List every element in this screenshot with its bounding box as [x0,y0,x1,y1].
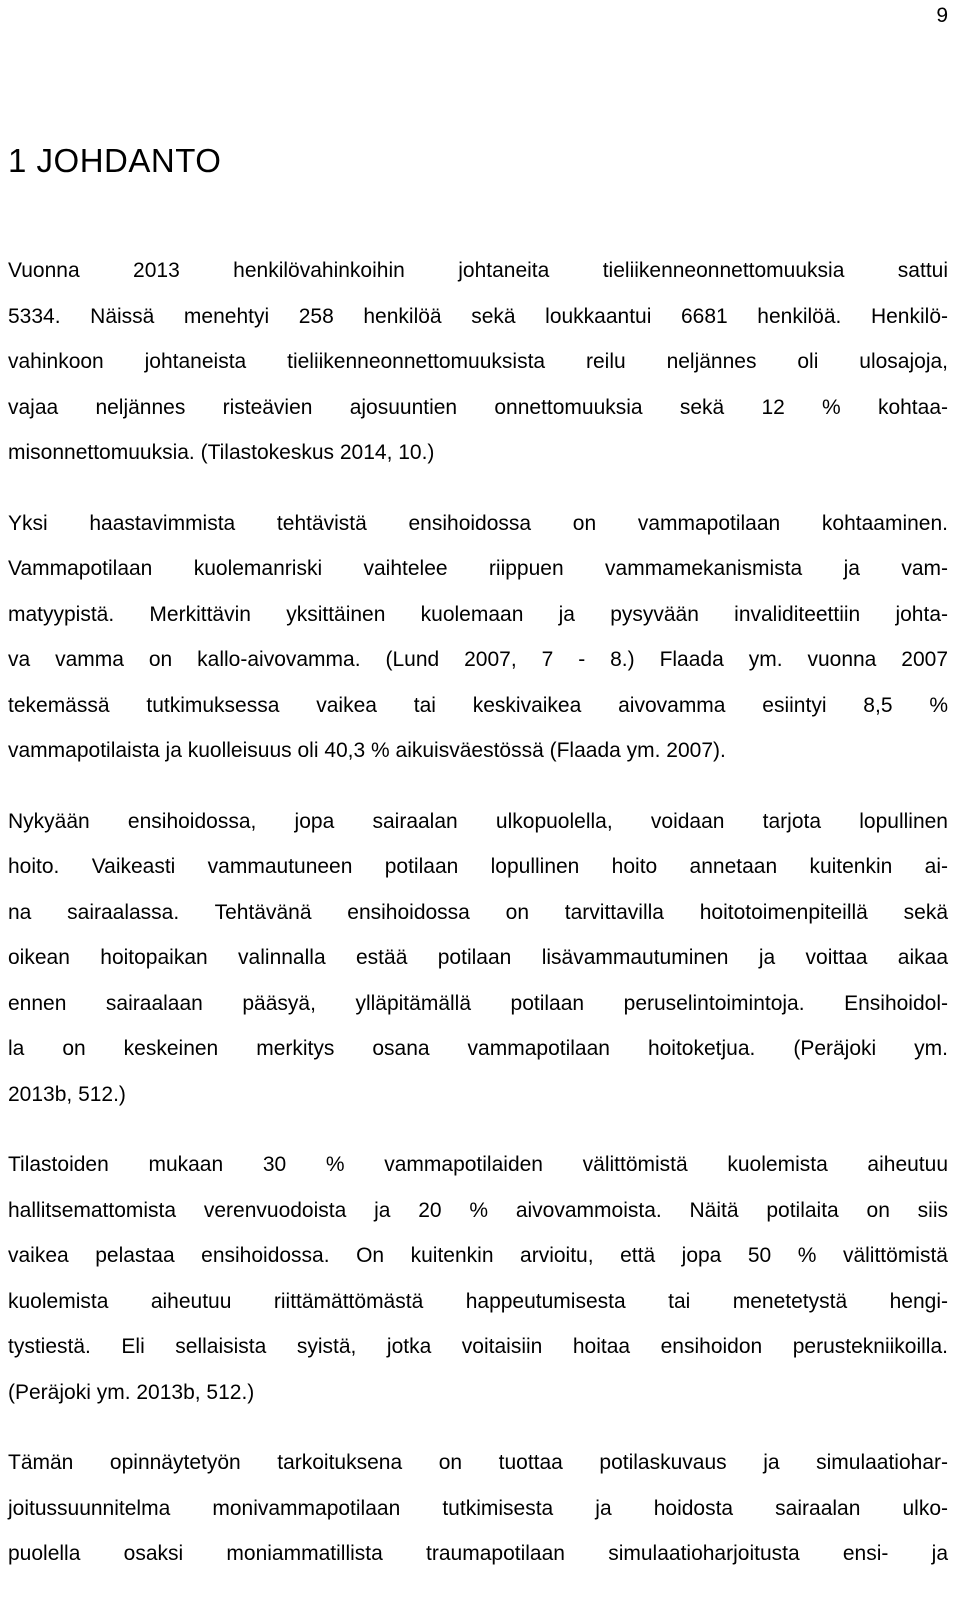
text-line: tekemässä tutkimuksessa vaikea tai keskivaikea aivovamma esiintyi 8,5 % [8,693,948,717]
text-line: hallitsemattomista verenvuodoista ja 20 % aivovammoista. Näitä potilaita on siis [8,1198,948,1222]
text-line: Vuonna 2013 henkilövahinkoihin johtaneita tieliikenneonnettomuuksia sattui [8,259,948,282]
text-line: hoito. Vaikeasti vammautuneen potilaan lopullinen hoito annetaan kuitenkin ai- [8,855,948,878]
paragraph [8,1142,948,1415]
text-line: Nykyään ensihoidossa, jopa sairaalan ulkopuolella, voidaan tarjota lopullinen [8,809,948,833]
text-line: vaikea pelastaa ensihoidossa. On kuitenkin arvioitu, että jopa 50 % välittömistä [8,1244,948,1267]
text-line: la on keskeinen merkitys osana vammapotilaan hoitoketjua. (Peräjoki ym. [8,1037,948,1060]
body-text [8,248,948,1602]
text-line: vammapotilaista ja kuolleisuus oli 40,3 % aikuisväestössä (Flaada ym. 2007). [8,739,726,762]
paragraph [8,799,948,1118]
text-line: kuolemista aiheutuu riittämättömästä happeutumisesta tai menetetystä hengi- [8,1289,948,1313]
text-line: oikean hoitopaikan valinnalla estää potilaan lisävammautuminen ja voittaa aikaa [8,946,948,969]
text-line: 2013b, 512.) [8,1082,126,1106]
text-line: Vammapotilaan kuolemanriski vaihtelee riippuen vammamekanismista ja vam- [8,557,948,580]
paragraph [8,501,948,774]
text-line: Tämän opinnäytetyön tarkoituksena on tuottaa potilaskuvaus ja simulaatiohar- [8,1451,948,1474]
paragraph [8,248,948,476]
text-line: Tilastoiden mukaan 30 % vammapotilaiden välittömistä kuolemista aiheutuu [8,1153,948,1176]
text-line: tystiestä. Eli sellaisista syistä, jotka voitaisiin hoitaa ensihoidon perustekniikoilla. [8,1335,948,1358]
chapter-heading: 1 JOHDANTO [8,142,222,179]
text-line: misonnettomuuksia. (Tilastokeskus 2014, 10.) [8,441,435,464]
text-line: joitussuunnitelma monivammapotilaan tutkimisesta ja hoidosta sairaalan ulko- [8,1496,948,1520]
text-line: 5334. Näissä menehtyi 258 henkilöä sekä loukkaantui 6681 henkilöä. Henkilö- [8,304,948,328]
paragraph [8,1440,948,1577]
text-line: va vamma on kallo-aivovamma. (Lund 2007, 7 - 8.) Flaada ym. vuonna 2007 [8,648,948,671]
text-line: vahinkoon johtaneista tieliikenneonnettomuuksista reilu neljännes oli ulosajoja, [8,350,948,373]
text-line: vajaa neljännes risteävien ajosuuntien onnettomuuksia sekä 12 % kohtaa- [8,395,948,419]
text-line: (Peräjoki ym. 2013b, 512.) [8,1380,255,1404]
text-line: ennen sairaalaan pääsyä, ylläpitämällä potilaan peruselintoimintoja. Ensihoidol- [8,991,948,1015]
text-line: na sairaalassa. Tehtävänä ensihoidossa on tarvittavilla hoitotoimenpiteillä sekä [8,900,948,924]
page-number: 9 [936,4,948,27]
text-line: matyypistä. Merkittävin yksittäinen kuolemaan ja pysyvään invaliditeettiin johta- [8,602,948,626]
text-line: Yksi haastavimmista tehtävistä ensihoidossa on vammapotilaan kohtaaminen. [8,511,948,535]
text-line: puolella osaksi moniammatillista traumapotilaan simulaatioharjoitusta ensi- ja [8,1542,948,1565]
